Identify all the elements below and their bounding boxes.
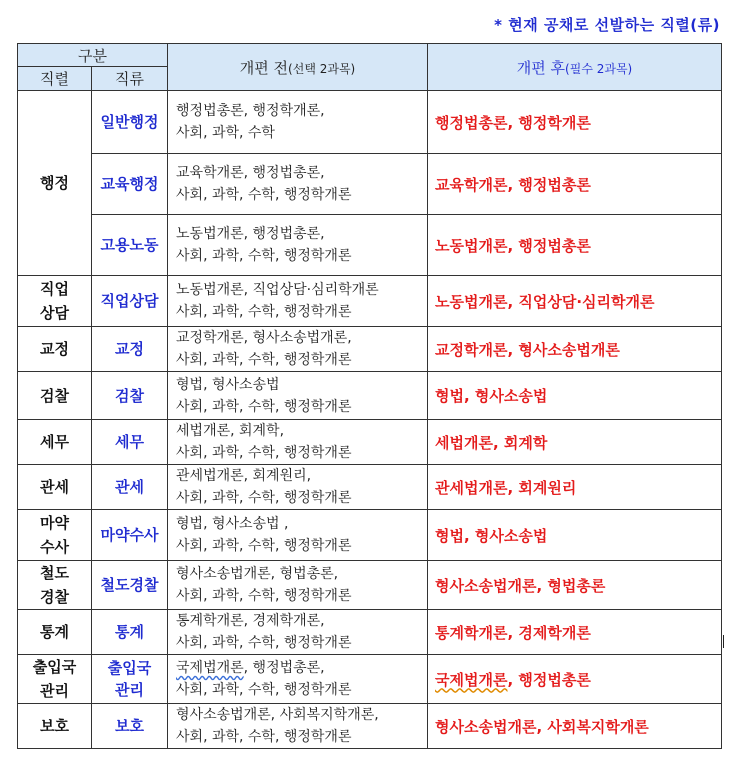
table-row	[18, 91, 722, 154]
kind-cell: 교육행정	[92, 154, 168, 215]
role-cell: 철도 경찰	[18, 561, 92, 610]
before-cell: 형사소송법개론, 사회복지학개론, 사회, 과학, 수학, 행정학개론	[168, 704, 428, 749]
role-cell: 마약 수사	[18, 510, 92, 561]
table-row	[18, 655, 722, 704]
header-before: 개편 전(선택 2과목)	[168, 44, 428, 91]
kind-cell: 보호	[92, 704, 168, 749]
after-cell: 형사소송법개론, 사회복지학개론	[428, 704, 722, 749]
before-cell: 형법, 형사소송법 , 사회, 과학, 수학, 행정학개론	[168, 510, 428, 561]
before-cell: 관세법개론, 회계원리, 사회, 과학, 수학, 행정학개론	[168, 465, 428, 510]
table-row	[18, 276, 722, 327]
after-cell: 행정법총론, 행정학개론	[428, 91, 722, 154]
before-cell: 세법개론, 회계학, 사회, 과학, 수학, 행정학개론	[168, 420, 428, 465]
kind-cell: 세무	[92, 420, 168, 465]
kind-cell: 마약수사	[92, 510, 168, 561]
role-cell: 교정	[18, 327, 92, 372]
before-cell	[168, 655, 428, 704]
table-row	[18, 561, 722, 610]
text-cursor	[723, 635, 724, 648]
table-row	[18, 510, 722, 561]
role-cell: 검찰	[18, 372, 92, 420]
header-after: 개편 후(필수 2과목)	[428, 44, 722, 91]
kind-cell: 관세	[92, 465, 168, 510]
role-cell: 보호	[18, 704, 92, 749]
before-cell: 교정학개론, 형사소송법개론, 사회, 과학, 수학, 행정학개론	[168, 327, 428, 372]
kind-cell: 출입국 관리	[92, 655, 168, 704]
table-row	[18, 465, 722, 510]
table-row	[18, 610, 722, 655]
header-role: 직렬	[18, 67, 92, 91]
before-cell: 노동법개론, 직업상담·심리학개론 사회, 과학, 수학, 행정학개론	[168, 276, 428, 327]
table-row	[18, 704, 722, 749]
role-cell: 관세	[18, 465, 92, 510]
before-cell: 행정법총론, 행정학개론, 사회, 과학, 수학	[168, 91, 428, 154]
header-group: 구분	[18, 44, 168, 67]
before-cell: 통계학개론, 경제학개론, 사회, 과학, 수학, 행정학개론	[168, 610, 428, 655]
after-cell: 교육학개론, 행정법총론	[428, 154, 722, 215]
after-cell: 통계학개론, 경제학개론	[428, 610, 722, 655]
kind-cell: 검찰	[92, 372, 168, 420]
before-subject-flagged: 국제법개론	[176, 660, 244, 676]
after-cell: 노동법개론, 직업상담·심리학개론	[428, 276, 722, 327]
after-subject-flagged: 국제법개론	[435, 670, 508, 689]
after-cell: 관세법개론, 회계원리	[428, 465, 722, 510]
before-cell: 교육학개론, 행정법총론, 사회, 과학, 수학, 행정학개론	[168, 154, 428, 215]
header-kind: 직류	[92, 67, 168, 91]
after-cell: 노동법개론, 행정법총론	[428, 215, 722, 276]
kind-cell: 직업상담	[92, 276, 168, 327]
table-row	[18, 215, 722, 276]
before-cell: 형사소송법개론, 형법총론, 사회, 과학, 수학, 행정학개론	[168, 561, 428, 610]
kind-cell: 일반행정	[92, 91, 168, 154]
kind-cell: 통계	[92, 610, 168, 655]
after-subject-rest: , 행정법총론	[507, 670, 591, 689]
after-cell: 교정학개론, 형사소송법개론	[428, 327, 722, 372]
role-cell: 세무	[18, 420, 92, 465]
table-row	[18, 154, 722, 215]
table-row	[18, 372, 722, 420]
kind-cell: 교정	[92, 327, 168, 372]
after-cell: 세법개론, 회계학	[428, 420, 722, 465]
before-cell: 노동법개론, 행정법총론, 사회, 과학, 수학, 행정학개론	[168, 215, 428, 276]
role-cell: 출입국 관리	[18, 655, 92, 704]
table-note: * 현재 공채로 선발하는 직렬(류)	[494, 16, 720, 34]
after-cell	[428, 655, 722, 704]
kind-cell: 철도경찰	[92, 561, 168, 610]
table-row	[18, 327, 722, 372]
table-row	[18, 420, 722, 465]
after-cell: 형사소송법개론, 형법총론	[428, 561, 722, 610]
before-subject-rest: , 행정법총론, 사회, 과학, 수학, 행정학개론	[176, 660, 352, 698]
after-cell: 형법, 형사소송법	[428, 510, 722, 561]
after-cell: 형법, 형사소송법	[428, 372, 722, 420]
exam-subject-table	[17, 43, 722, 749]
before-cell: 형법, 형사소송법 사회, 과학, 수학, 행정학개론	[168, 372, 428, 420]
role-cell: 통계	[18, 610, 92, 655]
role-cell: 행정	[18, 91, 92, 276]
role-cell: 직업 상담	[18, 276, 92, 327]
kind-cell: 고용노동	[92, 215, 168, 276]
